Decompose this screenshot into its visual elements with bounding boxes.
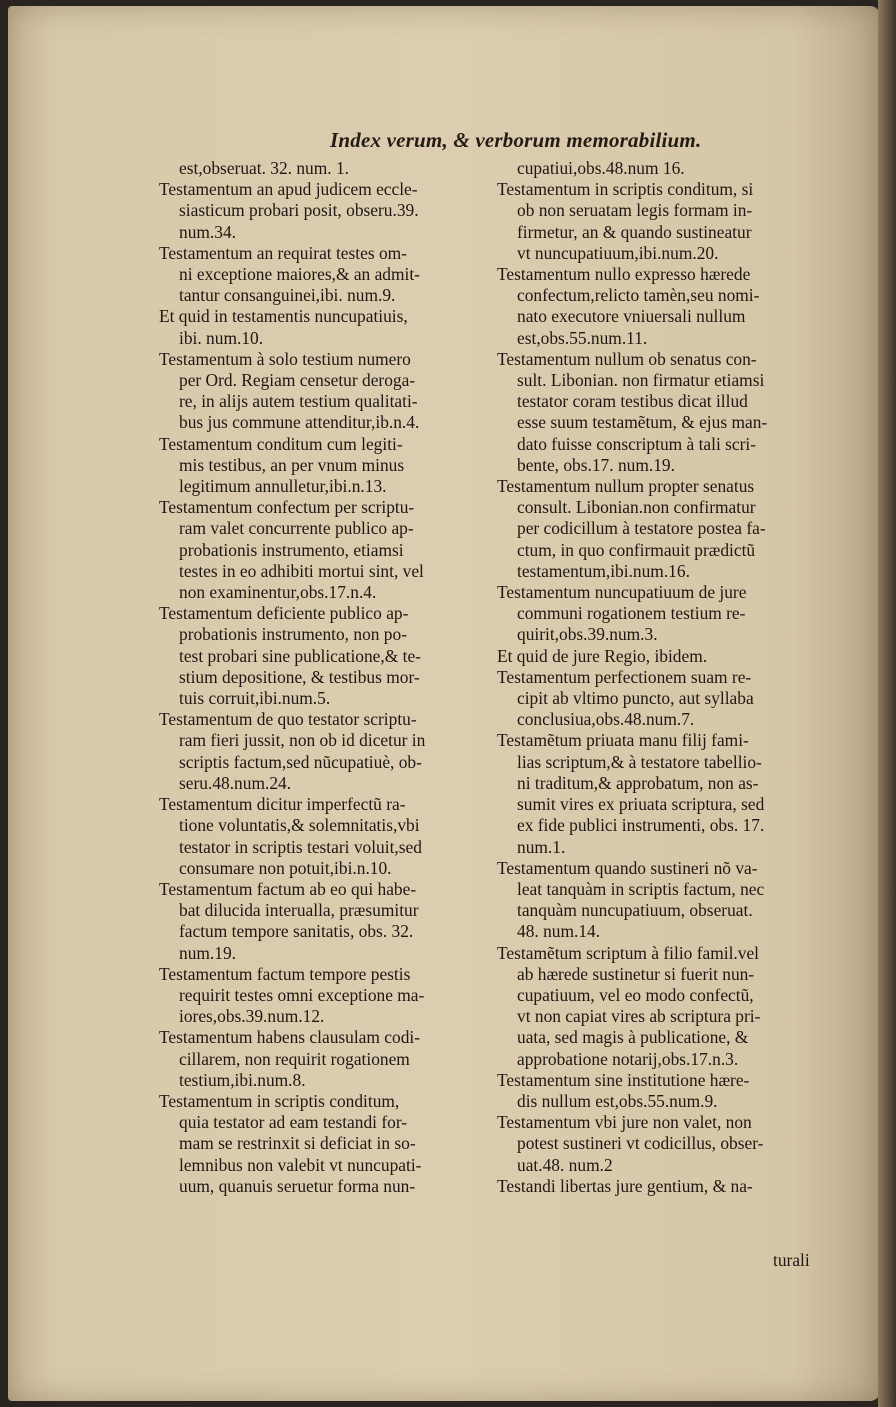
- index-entry: [159, 497, 481, 603]
- entry-line: Testamentum dicitur imperfectũ ra-: [159, 794, 406, 815]
- index-entry: [497, 476, 837, 582]
- entry-line: testes in eo adhibiti mortui sint, vel: [179, 560, 424, 581]
- index-entry: [159, 603, 481, 709]
- entry-line: ob non seruatam legis formam in-: [517, 200, 753, 221]
- entry-line: conclusiua,obs.48.num.7.: [517, 709, 695, 730]
- entry-line: tantur consanguinei,ibi. num.9.: [179, 285, 396, 306]
- entry-line: Testamentum vbi jure non valet, non: [497, 1112, 752, 1133]
- index-entry: [497, 1176, 837, 1197]
- entry-line: bat dilucida interualla, præsumitur: [179, 900, 419, 921]
- entry-line: est,obseruat. 32. num. 1.: [179, 158, 350, 178]
- index-entry: [497, 858, 837, 943]
- entry-line: vt nuncupatiuum,ibi.num.20.: [517, 242, 719, 263]
- entry-line: est,obs.55.num.11.: [517, 327, 648, 348]
- entry-line: scriptis factum,sed nũcupatiuè, ob-: [179, 751, 422, 772]
- index-entry: [497, 179, 837, 264]
- entry-line: Testamẽtum scriptum à filio famil.vel: [497, 942, 759, 963]
- entry-line: cillarem, non requirit rogationem: [179, 1048, 410, 1069]
- entry-line: ram valet concurrente publico ap-: [179, 518, 414, 539]
- entry-line: lias scriptum,& à testatore tabellio-: [517, 751, 762, 772]
- entry-line: factum tempore sanitatis, obs. 32.: [179, 921, 414, 942]
- entry-line: mis testibus, an per vnum minus: [179, 454, 405, 475]
- entry-line: tanquàm nuncupatiuum, obseruat.: [517, 900, 753, 921]
- entry-line: legitimum annulletur,ibi.n.13.: [179, 476, 387, 497]
- entry-line: testium,ibi.num.8.: [179, 1069, 306, 1090]
- entry-line: consult. Libonian.non confirmatur: [517, 497, 756, 518]
- entry-line: iores,obs.39.num.12.: [179, 1006, 325, 1027]
- entry-line: num.1.: [517, 836, 566, 857]
- index-entry: [497, 943, 837, 1070]
- right-column: [497, 158, 837, 1197]
- entry-line: requirit testes omni exceptione ma-: [179, 984, 425, 1005]
- entry-line: Testamentum sine institutione hære-: [497, 1069, 750, 1090]
- index-entry: [159, 1027, 481, 1091]
- entry-line: confectum,relicto tamèn,seu nomi-: [517, 285, 760, 306]
- entry-line: tuis corruit,ibi.num.5.: [179, 688, 331, 709]
- entry-line: sult. Libonian. non firmatur etiamsi: [517, 370, 765, 391]
- entry-line: per Ord. Regiam censetur deroga-: [179, 370, 416, 391]
- entry-line: Testamentum in scriptis conditum,: [159, 1090, 400, 1111]
- entry-line: 48. num.14.: [517, 921, 601, 942]
- entry-line: tione voluntatis,& solemnitatis,vbi: [179, 815, 420, 836]
- entry-line: Testamentum nullum ob senatus con-: [497, 348, 757, 369]
- entry-line: ni traditum,& approbatum, non as-: [517, 772, 759, 793]
- index-entry: [497, 264, 837, 349]
- entry-line: re, in alijs autem testium qualitati-: [179, 391, 418, 412]
- entry-line: mam se restrinxit si deficiat in so-: [179, 1133, 416, 1154]
- entry-line: seru.48.num.24.: [179, 772, 292, 793]
- entry-line: non examinentur,obs.17.n.4.: [179, 582, 377, 603]
- entry-line: ex fide publici instrumenti, obs. 17.: [517, 815, 765, 836]
- index-entry: [497, 582, 837, 646]
- catchword: turali: [773, 1250, 810, 1270]
- entry-line: Testamentum nullum propter senatus: [497, 476, 755, 497]
- entry-line: probationis instrumento, etiamsi: [179, 539, 404, 560]
- page-edge: [878, 0, 896, 1407]
- entry-line: stium depositione, & testibus mor-: [179, 666, 420, 687]
- entry-line: siasticum probari posit, obseru.39.: [179, 200, 419, 221]
- left-column: [159, 158, 481, 1197]
- entry-line: Testamentum quando sustineri nõ va-: [497, 857, 758, 878]
- entry-line: Testamentum nuncupatiuum de jure: [497, 582, 747, 603]
- entry-line: Testamentum à solo testium numero: [159, 348, 411, 369]
- entry-line: bus jus commune attenditur,ib.n.4.: [179, 412, 420, 433]
- entry-line: ab hærede sustinetur si fuerit nun-: [517, 963, 755, 984]
- entry-line: nato executore vniuersali nullum: [517, 306, 746, 327]
- entry-line: Testamentum in scriptis conditum, si: [497, 179, 754, 200]
- index-entry: [497, 1112, 837, 1176]
- entry-line: Et quid de jure Regio, ibidem.: [497, 645, 708, 666]
- index-entry: [497, 667, 837, 731]
- entry-line: cupatiui,obs.48.num 16.: [517, 158, 685, 178]
- entry-line: Testamentum conditum cum legiti-: [159, 433, 403, 454]
- entry-line: probationis instrumento, non po-: [179, 624, 407, 645]
- entry-line: quirit,obs.39.num.3.: [517, 624, 658, 645]
- index-entry: [159, 1091, 481, 1197]
- entry-line: Testamentum an apud judicem eccle-: [159, 179, 418, 200]
- entry-line: Testamentum an requirat testes om-: [159, 242, 407, 263]
- entry-line: uat.48. num.2: [517, 1154, 613, 1175]
- entry-line: cupatiuum, vel eo modo confectũ,: [517, 984, 754, 1005]
- entry-line: Testandi libertas jure gentium, & na-: [497, 1175, 753, 1196]
- index-entry: [159, 158, 481, 179]
- entry-line: quia testator ad eam testandi for-: [179, 1112, 408, 1133]
- entry-line: Testamentum de quo testator scriptu-: [159, 709, 417, 730]
- entry-line: Testamentum factum tempore pestis: [159, 963, 411, 984]
- entry-line: dato fuisse conscriptum à tali scri-: [517, 433, 757, 454]
- index-entry: [159, 179, 481, 243]
- entry-line: cipit ab vltimo puncto, aut syllaba: [517, 688, 754, 709]
- entry-line: testamentum,ibi.num.16.: [517, 560, 690, 581]
- index-entry: [159, 349, 481, 434]
- entry-line: firmetur, an & quando sustineatur: [517, 221, 752, 242]
- entry-line: per codicillum à testatore postea fa-: [517, 518, 766, 539]
- index-entry: [497, 1070, 837, 1112]
- index-entry: [497, 349, 837, 476]
- entry-line: approbatione notarij,obs.17.n.3.: [517, 1048, 739, 1069]
- index-entry: [159, 964, 481, 1028]
- entry-line: leat tanquàm in scriptis factum, nec: [517, 878, 765, 899]
- entry-line: ni exceptione maiores,& an admit-: [179, 264, 420, 285]
- entry-line: uum, quanuis seruetur forma nun-: [179, 1175, 416, 1196]
- entry-line: Testamentum habens clausulam codi-: [159, 1027, 421, 1048]
- entry-line: sumit vires ex priuata scriptura, sed: [517, 794, 765, 815]
- entry-line: consumare non potuit,ibi.n.10.: [179, 857, 392, 878]
- entry-line: num.19.: [179, 942, 237, 963]
- entry-line: lemnibus non valebit vt nuncupati-: [179, 1154, 422, 1175]
- index-entry: [497, 646, 837, 667]
- entry-line: num.34.: [179, 221, 237, 242]
- entry-line: Et quid in testamentis nuncupatiuis,: [159, 306, 408, 327]
- entry-line: uata, sed magis à publicatione, &: [517, 1027, 749, 1048]
- entry-line: ctum, in quo confirmauit prædictũ: [517, 539, 756, 560]
- index-entry: [159, 306, 481, 348]
- index-entry: [159, 879, 481, 964]
- entry-line: ibi. num.10.: [179, 327, 264, 348]
- entry-line: communi rogationem testium re-: [517, 603, 746, 624]
- entry-line: vt non capiat vires ab scriptura pri-: [517, 1006, 761, 1027]
- entry-line: test probari sine publicatione,& te-: [179, 645, 421, 666]
- index-entry: [159, 794, 481, 879]
- entry-line: testator in scriptis testari voluit,sed: [179, 836, 422, 857]
- entry-line: Testamentum nullo expresso hærede: [497, 264, 751, 285]
- entry-line: Testamentum factum ab eo qui habe-: [159, 878, 417, 899]
- entry-line: esse suum testamẽtum, & ejus man-: [517, 412, 768, 433]
- index-entry: [159, 709, 481, 794]
- index-entry: [159, 434, 481, 498]
- entry-line: dis nullum est,obs.55.num.9.: [517, 1090, 718, 1111]
- entry-line: Testamentum perfectionem suam re-: [497, 666, 752, 687]
- entry-line: Testamentum deficiente publico ap-: [159, 603, 409, 624]
- index-entry: [159, 243, 481, 307]
- entry-line: Testamentum confectum per scriptu-: [159, 497, 415, 518]
- entry-line: potest sustineri vt codicillus, obser-: [517, 1133, 764, 1154]
- entry-line: Testamẽtum priuata manu filij fami-: [497, 730, 749, 751]
- entry-line: testator coram testibus dicat illud: [517, 391, 748, 412]
- entry-line: bente, obs.17. num.19.: [517, 454, 675, 475]
- index-entry: [497, 158, 837, 179]
- running-header: Index verum, & verborum memorabilium.: [330, 128, 702, 152]
- entry-line: ram fieri jussit, non ob id dicetur in: [179, 730, 426, 751]
- index-entry: [497, 730, 837, 857]
